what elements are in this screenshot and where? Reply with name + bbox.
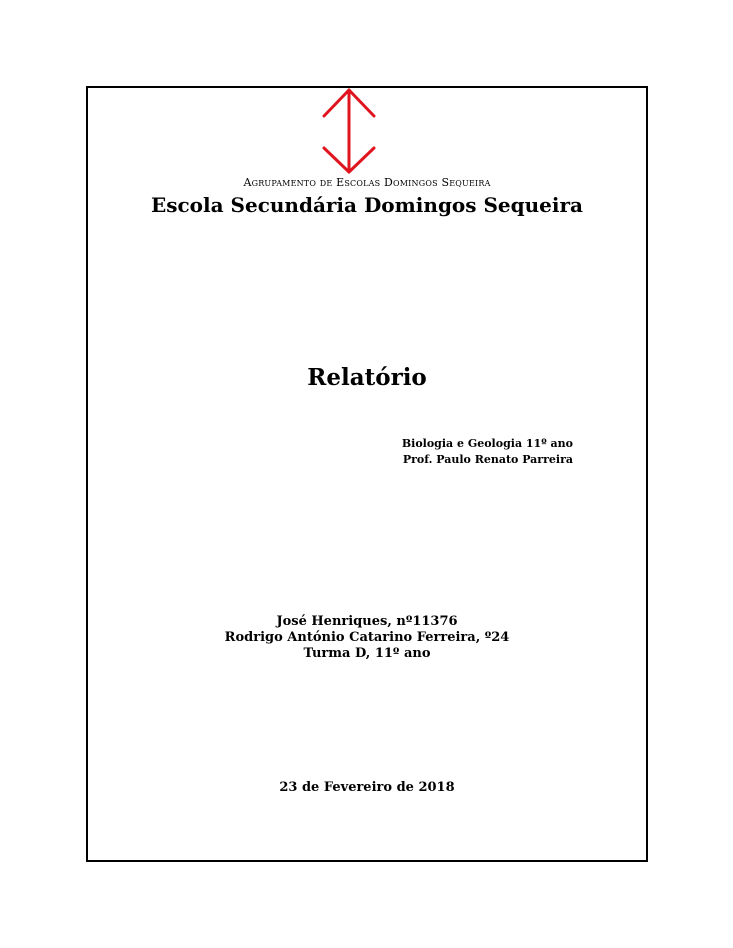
teacher-line: Prof. Paulo Renato Parreira xyxy=(402,453,573,466)
authors-block xyxy=(86,614,648,662)
author-line: Rodrigo António Catarino Ferreira, º24 xyxy=(224,630,510,645)
subject-block xyxy=(402,436,573,468)
school-group-name: Agrupamento de Escolas Domingos Sequeira xyxy=(243,176,491,189)
course-line: Biologia e Geologia 11º ano xyxy=(401,437,573,450)
school-name: Escola Secundária Domingos Sequeira xyxy=(150,193,583,217)
document-date: 23 de Fevereiro de 2018 xyxy=(279,780,455,795)
author-line: José Henriques, nº11376 xyxy=(276,614,458,629)
class-line: Turma D, 11º ano xyxy=(303,646,431,661)
double-arrow-icon xyxy=(318,86,380,178)
document-title: Relatório xyxy=(307,364,427,391)
